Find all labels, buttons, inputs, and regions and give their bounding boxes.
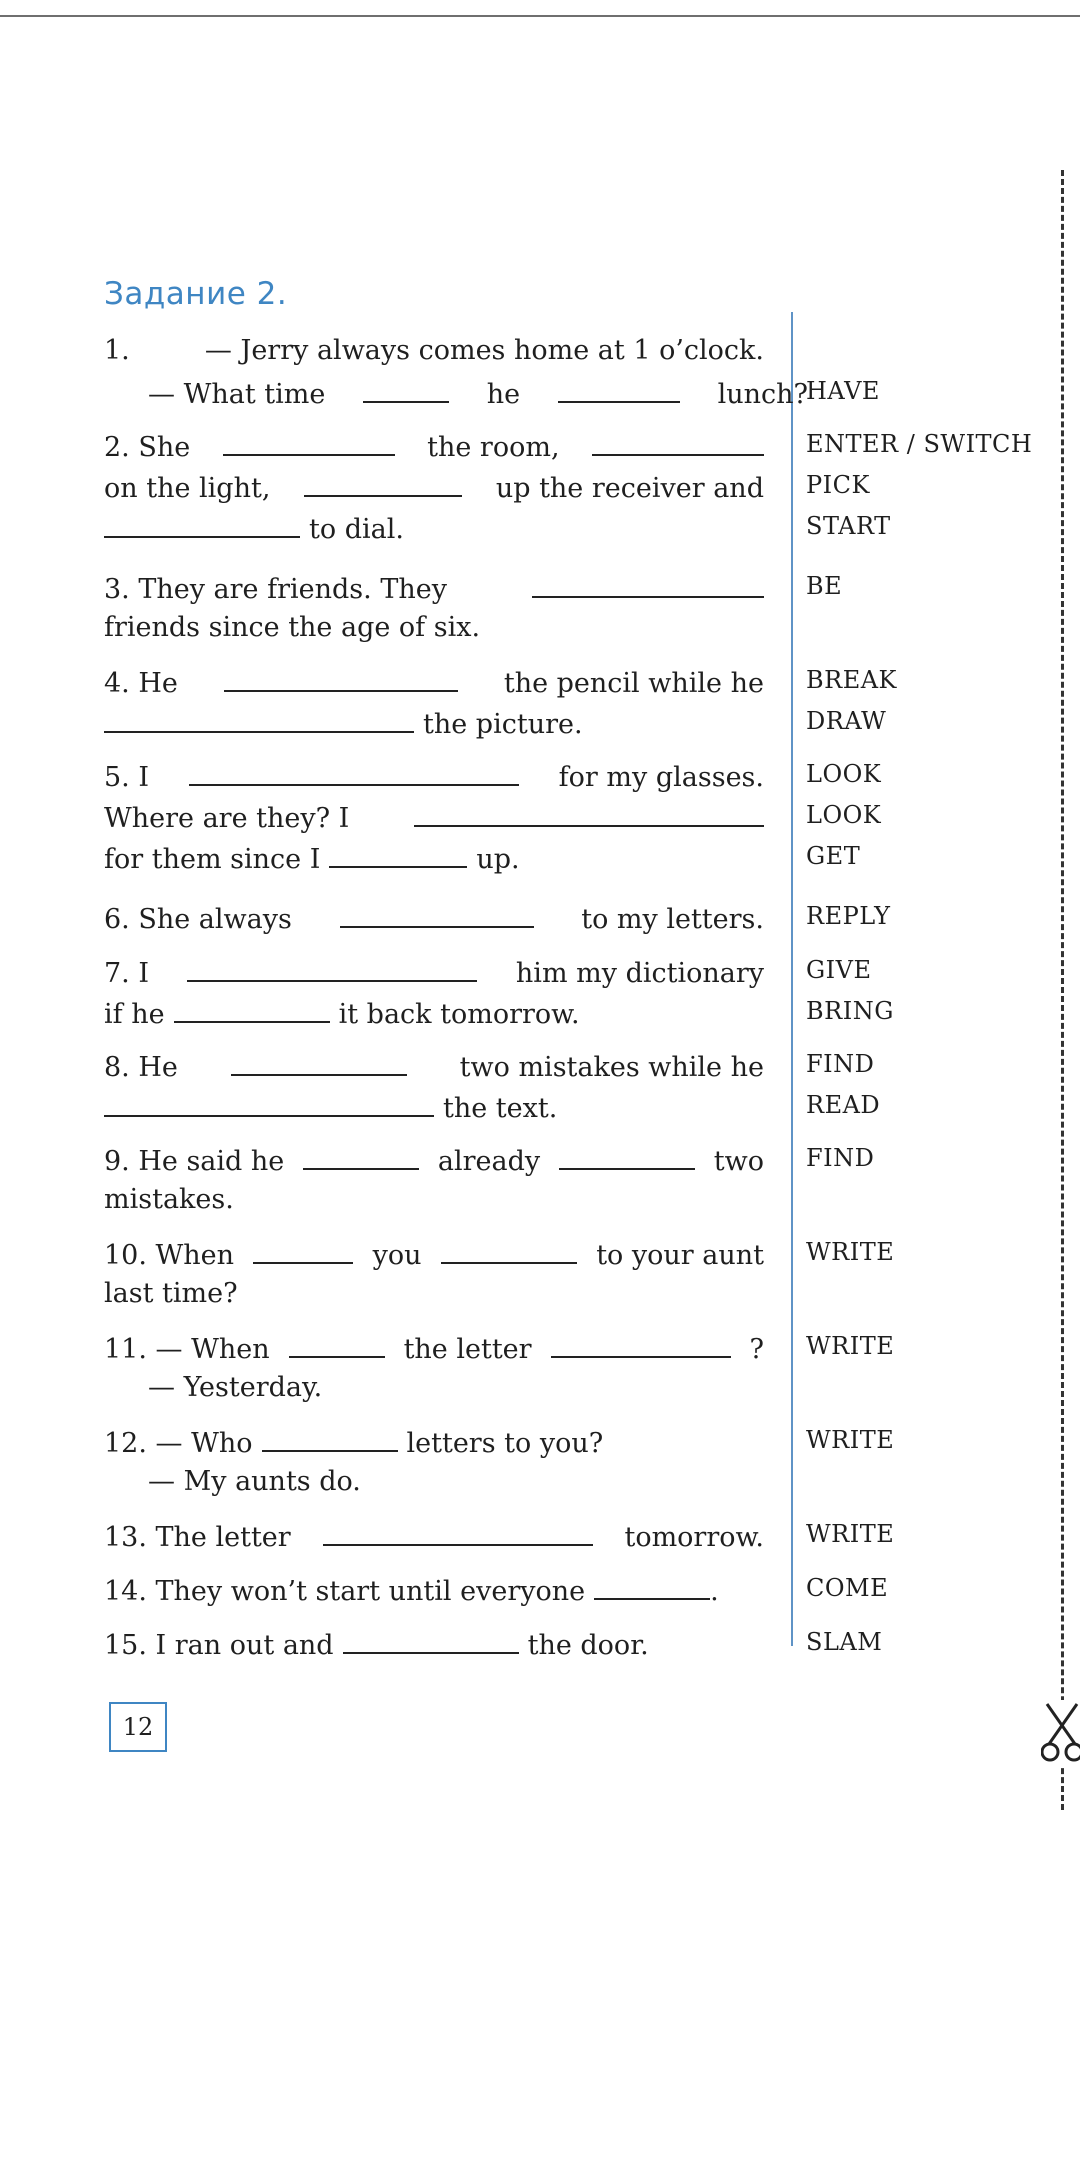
verb-hints — [806, 424, 1032, 547]
sentence-line — [104, 1461, 764, 1502]
sentence-text: the text. — [443, 1093, 558, 1124]
sentence-text: Where are they? I — [104, 803, 350, 834]
answer-blank[interactable] — [414, 795, 764, 827]
sentence-text: 8. He — [104, 1052, 178, 1083]
sentence-text: on the light, — [104, 473, 271, 504]
sentence-text: letters to you? — [406, 1428, 604, 1459]
answer-blank[interactable] — [189, 754, 519, 786]
verb-hint: FIND — [806, 1144, 875, 1172]
verb-hint — [806, 607, 842, 648]
answer-blank[interactable] — [253, 1232, 353, 1264]
sentence-text: 2. She — [104, 432, 191, 463]
sentence-text: — Jerry always comes home at 1 o’clock. — [204, 335, 764, 366]
sentence-line — [104, 330, 764, 371]
sentence-text: the pencil while he — [503, 668, 764, 699]
verb-hint: REPLY — [806, 902, 891, 930]
sentence-text: 6. She always — [104, 904, 292, 935]
verb-hint — [806, 1367, 894, 1408]
sentence — [104, 1568, 764, 1609]
task-heading: Задание 2. — [104, 276, 288, 312]
answer-blank[interactable] — [174, 991, 330, 1023]
top-border — [0, 15, 1080, 17]
sentence-line — [104, 607, 764, 648]
verb-hint — [806, 330, 880, 371]
sentence-text: — My aunts do. — [148, 1466, 361, 1497]
verb-hint: COME — [806, 1574, 889, 1602]
answer-blank[interactable] — [303, 1138, 419, 1170]
sentence-text: if he — [104, 999, 165, 1030]
sentence-text: . — [710, 1576, 719, 1607]
verb-hints — [806, 660, 897, 742]
cut-line — [1061, 170, 1064, 1810]
sentence — [104, 896, 764, 937]
verb-hints — [806, 1138, 874, 1220]
answer-blank[interactable] — [559, 1138, 695, 1170]
answer-blank[interactable] — [363, 371, 449, 403]
sentence-line — [104, 1568, 764, 1609]
answer-blank[interactable] — [104, 701, 414, 733]
sentence-line — [104, 506, 764, 547]
sentence-line — [104, 1232, 764, 1273]
answer-blank[interactable] — [340, 896, 534, 928]
answer-blank[interactable] — [224, 660, 458, 692]
scissors-icon — [1041, 1700, 1080, 1766]
sentence-text: 15. I ran out and — [104, 1630, 334, 1661]
verb-hint: ENTER / SWITCH — [806, 430, 1033, 458]
sentence-line — [104, 1367, 764, 1408]
sentence — [104, 1326, 764, 1408]
sentence-text: already — [437, 1146, 541, 1177]
sentence-text: the room, — [427, 432, 560, 463]
sentence-text: 3. They are friends. They — [104, 574, 447, 605]
verb-hint: SLAM — [806, 1628, 883, 1656]
sentence — [104, 1232, 764, 1314]
verb-hints — [806, 330, 880, 412]
sentence — [104, 1514, 764, 1555]
verb-hint: WRITE — [806, 1520, 895, 1548]
answer-blank[interactable] — [323, 1514, 593, 1546]
answer-blank[interactable] — [187, 950, 477, 982]
sentence-text: 7. I — [104, 958, 150, 989]
answer-blank[interactable] — [532, 566, 764, 598]
sentence-text: — What time — [148, 379, 326, 410]
sentence — [104, 754, 764, 877]
sentence-text: last time? — [104, 1278, 238, 1309]
sentence-text: 9. He said he — [104, 1146, 285, 1177]
answer-blank[interactable] — [231, 1044, 407, 1076]
answer-blank[interactable] — [104, 1085, 434, 1117]
verb-hints — [806, 1622, 882, 1663]
sentence-text: it back tomorrow. — [338, 999, 580, 1030]
answer-blank[interactable] — [592, 424, 764, 456]
sentence-text: 5. I — [104, 762, 150, 793]
sentence-line — [104, 1085, 764, 1126]
sentence — [104, 1138, 764, 1220]
answer-blank[interactable] — [594, 1568, 710, 1600]
sentence-line — [104, 1044, 764, 1085]
sentence-text: to dial. — [309, 514, 404, 545]
sentence-text: 1. — [104, 335, 130, 366]
sentence-text: to your aunt — [596, 1240, 764, 1271]
verb-hint — [806, 1461, 894, 1502]
answer-blank[interactable] — [289, 1326, 385, 1358]
sentence-text: lunch? — [717, 379, 808, 410]
sentence-text: up. — [476, 844, 520, 875]
sentence-line — [104, 465, 764, 506]
sentence-text: 10. When — [104, 1240, 235, 1271]
sentence-line — [104, 991, 764, 1032]
verb-hint — [806, 1273, 894, 1314]
sentence-text: for them since I — [104, 844, 321, 875]
sentence-line — [104, 795, 764, 836]
sentence-text: the picture. — [423, 709, 583, 740]
verb-hint: WRITE — [806, 1332, 895, 1360]
sentence — [104, 330, 808, 412]
verb-hints — [806, 566, 842, 648]
sentence-text: to my letters. — [581, 904, 764, 935]
sentence-line — [104, 660, 764, 701]
sentence-line — [104, 950, 764, 991]
sentence — [104, 660, 764, 742]
sentence-text: the letter — [403, 1334, 532, 1365]
sentence — [104, 566, 764, 648]
sentence-line — [104, 424, 764, 465]
page-number: 12 — [109, 1702, 167, 1752]
sentence-text: two mistakes while he — [459, 1052, 764, 1083]
answer-blank[interactable] — [262, 1420, 398, 1452]
verb-hint: READ — [806, 1091, 881, 1119]
sentence-line — [104, 1273, 764, 1314]
sentence-line — [104, 1514, 764, 1555]
verb-hint: BREAK — [806, 666, 897, 694]
answer-blank[interactable] — [558, 371, 680, 403]
answer-blank[interactable] — [343, 1622, 519, 1654]
verb-hint — [806, 1179, 874, 1220]
verb-hints — [806, 950, 894, 1032]
sentence-text: 13. The letter — [104, 1522, 291, 1553]
verb-hint: HAVE — [806, 377, 880, 405]
sentence-line — [104, 1138, 764, 1179]
sentence-text: 4. He — [104, 668, 178, 699]
sentence-line — [104, 566, 764, 607]
sentence-text: 12. — Who — [104, 1428, 253, 1459]
answer-blank[interactable] — [104, 506, 300, 538]
sentence-line — [104, 1326, 764, 1367]
verb-hint: WRITE — [806, 1238, 895, 1266]
verb-hints — [806, 896, 890, 937]
answer-blank[interactable] — [329, 836, 467, 868]
verb-hint: GET — [806, 842, 861, 870]
answer-blank[interactable] — [223, 424, 395, 456]
verb-hints — [806, 1514, 894, 1555]
verb-hint: BRING — [806, 997, 894, 1025]
verb-hint: START — [806, 512, 891, 540]
verb-hints — [806, 1326, 894, 1408]
sentence-text: up the receiver and — [495, 473, 764, 504]
column-divider — [791, 312, 793, 1646]
verb-hint: PICK — [806, 471, 870, 499]
verb-hint: WRITE — [806, 1426, 895, 1454]
sentence-line — [104, 701, 764, 742]
sentence-text: for my glasses. — [558, 762, 764, 793]
sentence-text: 11. — When — [104, 1334, 270, 1365]
sentence-text: he — [486, 379, 521, 410]
sentence-line — [104, 1179, 764, 1220]
verb-hint: LOOK — [806, 801, 882, 829]
sentence-line — [104, 1622, 764, 1663]
verb-hints — [806, 1232, 894, 1314]
sentence-text: — Yesterday. — [148, 1372, 323, 1403]
sentence-text: you — [372, 1240, 422, 1271]
sentence-text: ? — [749, 1334, 764, 1365]
verb-hint: BE — [806, 572, 843, 600]
sentence-text: mistakes. — [104, 1184, 234, 1215]
verb-hints — [806, 1420, 894, 1502]
verb-hint: FIND — [806, 1050, 875, 1078]
sentence — [104, 424, 764, 547]
sentence-text: him my dictionary — [515, 958, 764, 989]
verb-hints — [806, 754, 881, 877]
sentence-text: tomorrow. — [624, 1522, 764, 1553]
sentence-text: friends since the age of six. — [104, 612, 481, 643]
sentence-text: the door. — [527, 1630, 649, 1661]
answer-blank[interactable] — [304, 465, 462, 497]
sentence — [104, 950, 764, 1032]
verb-hint: GIVE — [806, 956, 872, 984]
sentence-line — [104, 836, 764, 877]
answer-blank[interactable] — [441, 1232, 577, 1264]
sentence-line — [104, 1420, 764, 1461]
sentence-text: 14. They won’t start until everyone — [104, 1576, 586, 1607]
sentence-line — [104, 371, 808, 412]
sentence-line — [104, 754, 764, 795]
sentence — [104, 1622, 764, 1663]
answer-blank[interactable] — [551, 1326, 731, 1358]
verb-hint: LOOK — [806, 760, 882, 788]
verb-hints — [806, 1568, 888, 1609]
sentence — [104, 1044, 764, 1126]
verb-hint: DRAW — [806, 707, 887, 735]
verb-hints — [806, 1044, 880, 1126]
sentence-text: two — [713, 1146, 764, 1177]
sentence — [104, 1420, 764, 1502]
sentence-line — [104, 896, 764, 937]
